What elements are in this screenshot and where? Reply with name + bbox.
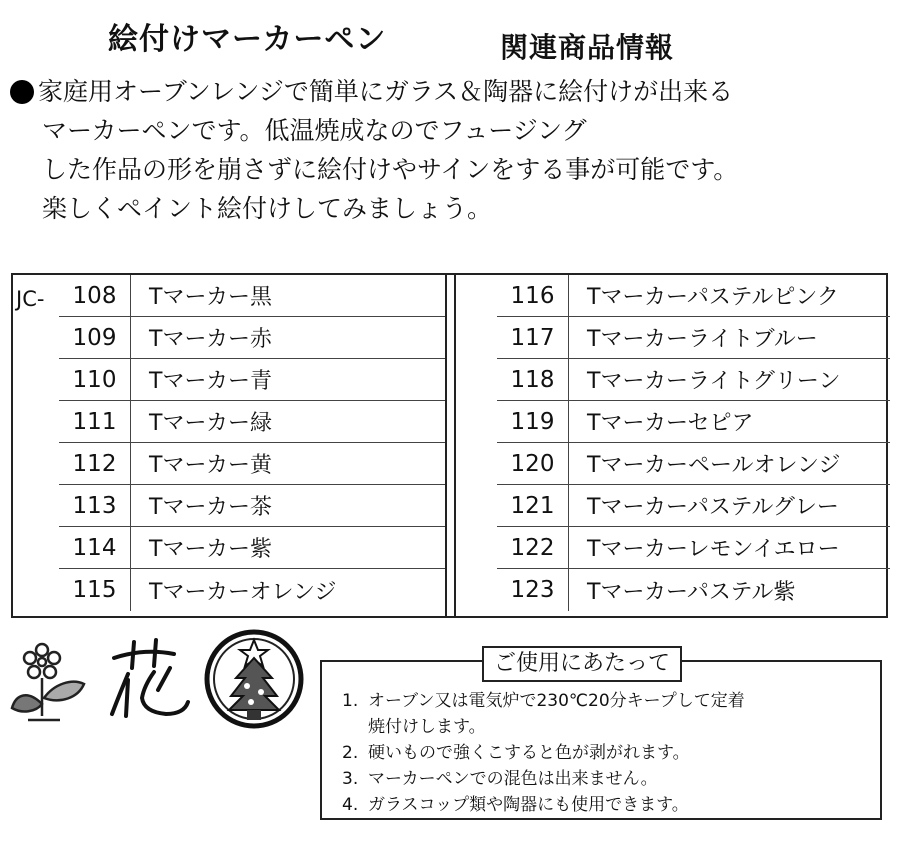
product-row — [497, 359, 890, 401]
product-table — [11, 273, 888, 618]
product-row — [497, 569, 890, 611]
christmas-tree-plate-icon — [203, 628, 305, 730]
product-row — [59, 275, 445, 317]
product-number: 123 — [497, 569, 569, 611]
usage-note-continued: 焼付けします。 — [368, 717, 486, 737]
product-name: Tマーカーセピア — [587, 411, 754, 436]
product-number: 118 — [497, 359, 569, 400]
bullet-icon — [10, 80, 34, 104]
kanji-calligraphy-icon — [104, 628, 196, 724]
product-name: Tマーカーパステルピンク — [587, 285, 839, 310]
product-number: 113 — [59, 485, 131, 526]
product-name: Tマーカー黒 — [149, 285, 272, 310]
product-name: Tマーカー青 — [149, 369, 272, 394]
product-name: Tマーカーパステルグレー — [587, 495, 839, 520]
product-name: Tマーカー赤 — [149, 327, 272, 352]
usage-notes-list — [342, 688, 745, 818]
product-number: 117 — [497, 317, 569, 358]
product-number: 111 — [59, 401, 131, 442]
product-name: Tマーカー緑 — [149, 411, 272, 436]
product-row — [497, 275, 890, 317]
product-name: Tマーカーレモンイエロー — [587, 537, 840, 562]
page-subtitle: 関連商品情報 — [500, 31, 675, 64]
usage-note: 4. ガラスコップ類や陶器にも使用できます。 — [342, 795, 689, 815]
product-name: Tマーカー黄 — [149, 453, 272, 478]
usage-note: 1. オーブン又は電気炉で230℃20分キープして定着 — [342, 691, 745, 711]
usage-note: 2. 硬いもので強くこすると色が剥がれます。 — [342, 743, 690, 763]
product-row — [59, 527, 445, 569]
product-description — [10, 72, 890, 228]
description-text: 家庭用オーブンレンジで簡単にガラス＆陶器に絵付けが出来る — [38, 77, 734, 106]
product-number: 122 — [497, 527, 569, 568]
product-number: 114 — [59, 527, 131, 568]
description-line: 楽しくペイント絵付けしてみましょう。 — [42, 194, 493, 223]
product-row — [497, 485, 890, 527]
product-number: 115 — [59, 569, 131, 611]
description-line: マーカーペンです。低温焼成なのでフュージング — [42, 116, 587, 145]
product-number: 116 — [497, 275, 569, 316]
product-row — [59, 569, 445, 611]
usage-notes-box — [320, 651, 882, 820]
description-line: した作品の形を崩さずに絵付けやサインをする事が可能です。 — [42, 155, 739, 184]
product-number: 112 — [59, 443, 131, 484]
product-number: 110 — [59, 359, 131, 400]
product-number: 109 — [59, 317, 131, 358]
product-code-prefix: JC- — [16, 287, 45, 311]
product-row — [59, 317, 445, 359]
product-name: Tマーカー茶 — [149, 495, 272, 520]
product-number: 119 — [497, 401, 569, 442]
product-name: Tマーカーオレンジ — [149, 579, 337, 605]
product-number: 120 — [497, 443, 569, 484]
flower-drawing-icon — [8, 628, 94, 724]
usage-notes-title: ご使用にあたって — [482, 646, 682, 682]
product-row — [59, 359, 445, 401]
product-name: Tマーカーペールオレンジ — [587, 453, 841, 478]
column-divider — [445, 275, 447, 616]
product-row — [59, 485, 445, 527]
product-row — [497, 527, 890, 569]
column-divider — [454, 275, 456, 616]
product-number: 108 — [59, 275, 131, 316]
product-row — [497, 317, 890, 359]
product-number: 121 — [497, 485, 569, 526]
description-line — [10, 72, 890, 111]
product-row — [59, 401, 445, 443]
product-row — [59, 443, 445, 485]
product-name: Tマーカー紫 — [149, 537, 272, 562]
product-name: Tマーカーパステル紫 — [587, 579, 796, 605]
product-row — [497, 401, 890, 443]
page-title: 絵付けマーカーペン — [108, 22, 387, 57]
usage-note: 3. マーカーペンでの混色は出来ません。 — [342, 769, 658, 789]
product-name: Tマーカーライトグリーン — [587, 369, 841, 394]
product-name: Tマーカーライトブルー — [587, 327, 818, 352]
product-row — [497, 443, 890, 485]
